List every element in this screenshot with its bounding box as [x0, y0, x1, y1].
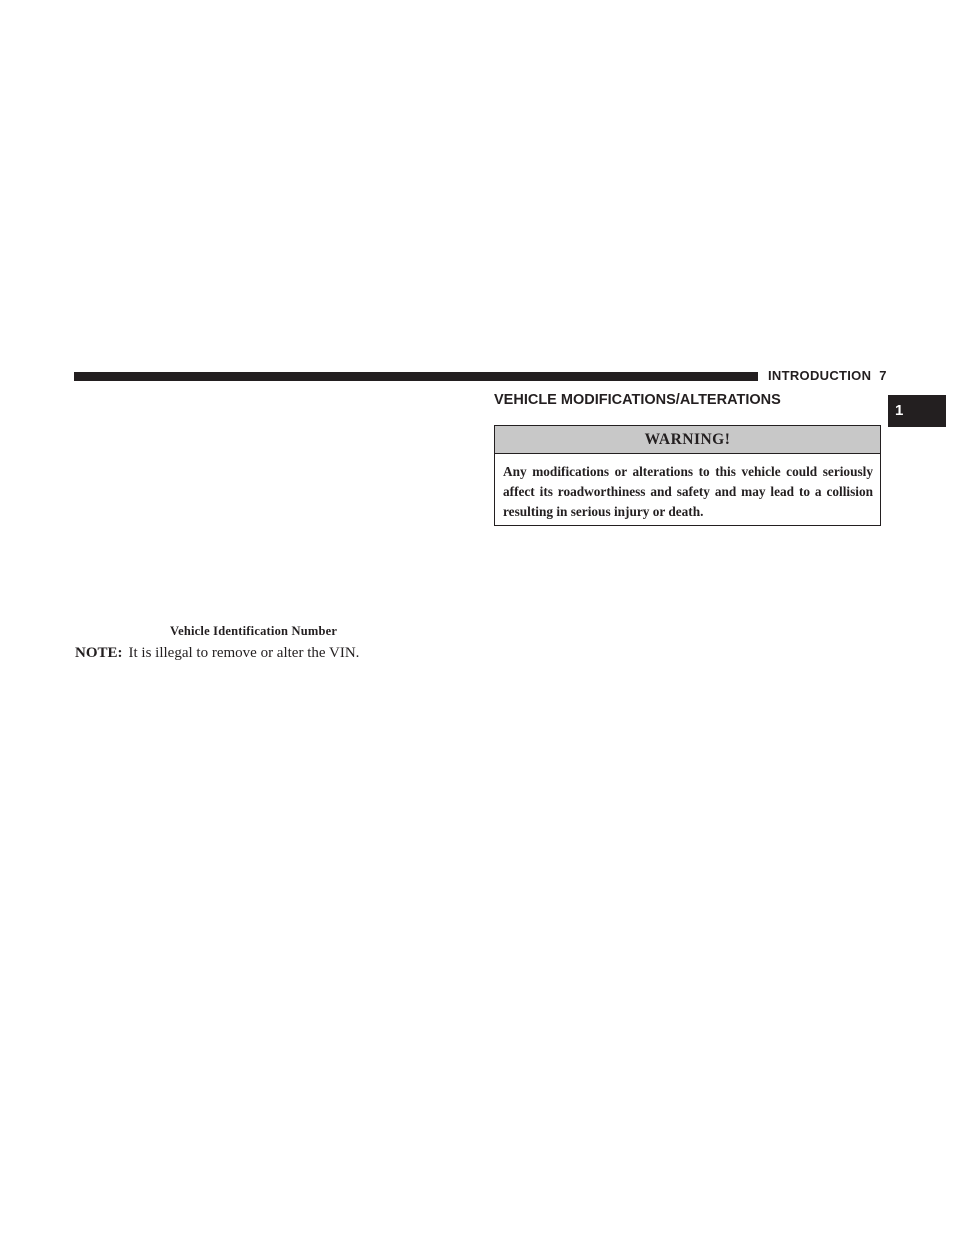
- note-paragraph: [75, 645, 359, 662]
- note-text: It is illegal to remove or alter the VIN.: [128, 645, 360, 661]
- warning-box: [494, 425, 881, 526]
- header-rule: [74, 372, 758, 381]
- section-title: VEHICLE MODIFICATIONS/ALTERATIONS: [494, 392, 781, 408]
- section-name: INTRODUCTION: [768, 368, 872, 383]
- figure-caption: Vehicle Identification Number: [170, 624, 338, 638]
- warning-title: WARNING!: [495, 426, 880, 454]
- warning-body: Any modifications or alterations to this vehicle could seriously affect its roadworthiness and safety and may lead to a collision resulting in serious injury or death.: [503, 464, 873, 519]
- note-label: NOTE:: [75, 645, 123, 661]
- running-header: [768, 368, 887, 383]
- chapter-tab: 1: [888, 395, 946, 427]
- page-number: 7: [879, 368, 887, 383]
